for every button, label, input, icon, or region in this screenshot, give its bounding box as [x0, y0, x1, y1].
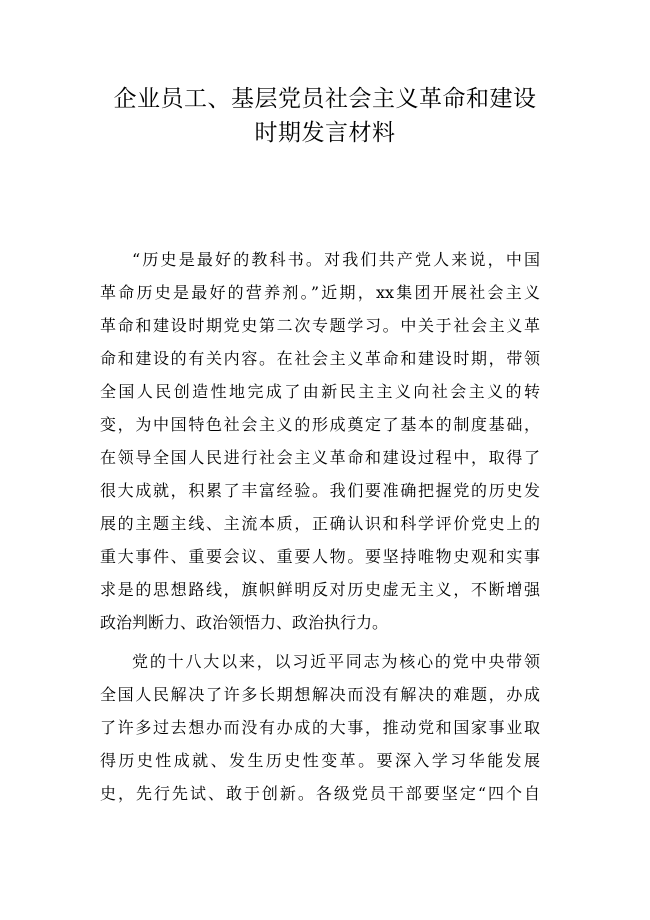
- title-line-2: 时期发言材料: [254, 120, 396, 146]
- paragraph-line: 革命和建设时期党史第二次专题学习。中关于社会主义革: [100, 316, 540, 335]
- title-line-1: 企业员工、基层党员社会主义革命和建设: [113, 86, 537, 112]
- paragraph-line: 全国人民解决了许多长期想解决而没有解决的难题，办成: [100, 685, 540, 704]
- paragraph-line: 得历史性成就、发生历史性变革。要深入学习华能发展: [100, 751, 540, 770]
- paragraph-line: 在领导全国人民进行社会主义革命和建设过程中，取得了: [100, 448, 540, 467]
- paragraph-line: 政治判断力、政治领悟力、政治执行力。: [100, 613, 389, 632]
- document-body: [100, 243, 540, 816]
- paragraph-line: 革命历史是最好的营养剂。”近期，xx集团开展社会主义: [100, 283, 540, 302]
- paragraph-line: 求是的思想路线，旗帜鲜明反对历史虚无主义，不断增强: [100, 580, 540, 599]
- paragraph-line: 党的十八大以来，以习近平同志为核心的党中央带领: [132, 652, 540, 671]
- paragraph-line: 全国人民创造性地完成了由新民主主义向社会主义的转: [100, 382, 540, 401]
- paragraph-line: 重大事件、重要会议、重要人物。要坚持唯物史观和实事: [100, 547, 540, 566]
- paragraph-2: [100, 645, 540, 810]
- paragraph-line: 了许多过去想办而没有办成的大事，推动党和国家事业取: [100, 718, 540, 737]
- paragraph-line: 展的主题主线、主流本质，正确认识和科学评价党史上的: [100, 514, 540, 533]
- paragraph-line: 命和建设的有关内容。在社会主义革命和建设时期，带领: [100, 349, 540, 368]
- paragraph-1: [100, 243, 540, 639]
- document-title: [80, 82, 570, 150]
- paragraph-line: “历史是最好的教科书。对我们共产党人来说，中国: [132, 250, 540, 269]
- paragraph-line: 变，为中国特色社会主义的形成奠定了基本的制度基础，: [100, 415, 540, 434]
- paragraph-line: 很大成就，积累了丰富经验。我们要准确把握党的历史发: [100, 481, 540, 500]
- paragraph-line: 史，先行先试、敢于创新。各级党员干部要坚定“四个自: [100, 784, 540, 803]
